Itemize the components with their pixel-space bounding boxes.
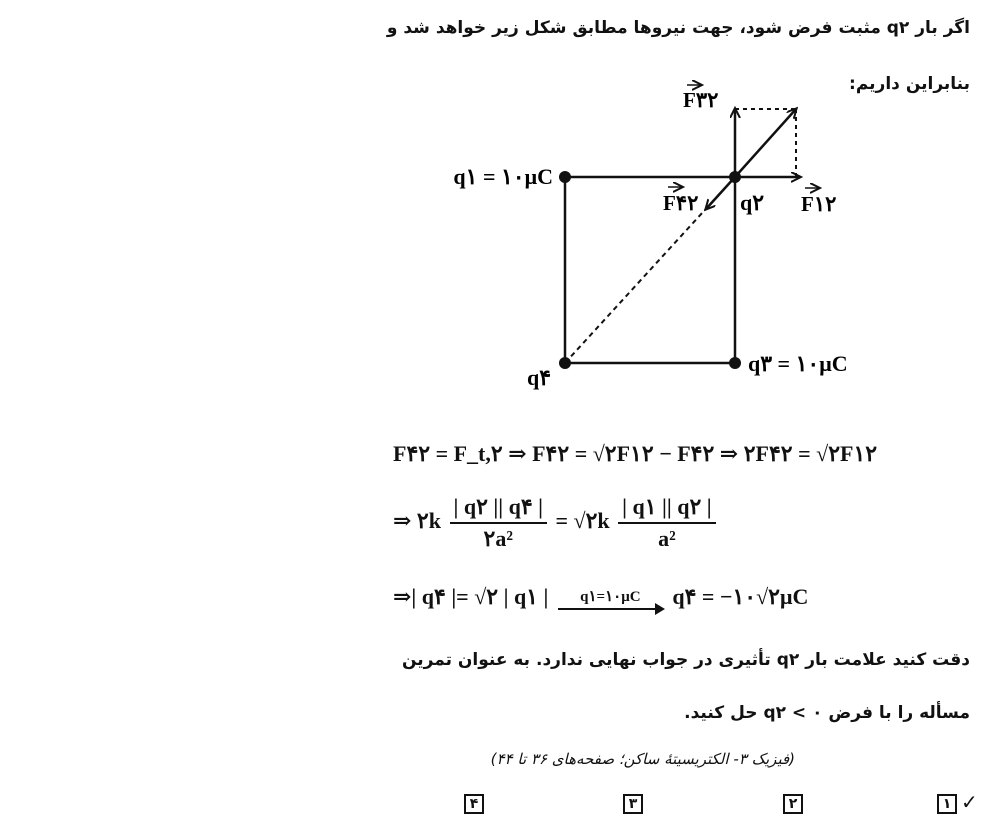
equation-2: ⇒ ۲k $\frac{| q۲ || q۴ |}{\text{۲a²}}$ = √۲k $\frac{| q۱ || q۲ |}{\text{a²}}$ — [393, 494, 719, 552]
option-4[interactable]: ۴ — [464, 794, 484, 814]
charge-q3 — [729, 357, 741, 369]
resultant-arrow — [735, 109, 796, 177]
q1-label: q۱ = ۱۰μC — [453, 164, 553, 189]
charge-q1 — [559, 171, 571, 183]
source-reference: (فیزیک ۳- الکتریسیتهٔ ساکن؛ صفحه‌های ۳۶ تا ۴۴) — [490, 750, 795, 768]
note-line-2: مسأله را با فرض ۰ > q۲ حل کنید. — [684, 703, 970, 723]
equation-1: F۴۲ = F_t,۲ ⇒ F۴۲ = √۲F۱۲ − F۴۲ ⇒ ۲F۴۲ = √۲F۱۲ — [393, 441, 878, 466]
equation-3: ⇒| q۴ |= √۲ | q۱ | q۱=۱۰μC q۴ = −۱۰√۲μC — [393, 584, 809, 609]
f12-label: F۱۲ — [801, 192, 837, 216]
f42-arrow — [706, 177, 735, 209]
check-icon: ✓ — [961, 790, 978, 814]
charge-q4 — [559, 357, 571, 369]
intro-line-2: بنابراین داریم: — [849, 74, 970, 94]
note-line-1: دقت کنید علامت بار q۲ تأثیری در جواب نهایی ندارد. به عنوان تمرین — [401, 650, 970, 670]
q2-label: q۲ — [740, 190, 765, 215]
q3-label: q۳ = ۱۰μC — [748, 351, 848, 376]
f42-label: F۴۲ — [663, 191, 699, 215]
intro-line-1: اگر بار q۲ مثبت فرض شود، جهت نیروها مطابق شکل زیر خواهد شد و — [386, 18, 970, 38]
option-1[interactable]: ۱ — [937, 794, 957, 814]
charge-q2 — [729, 171, 741, 183]
fraction-1: $\frac{| q۲ || q۴ |}{\text{۲a²}}$ — [450, 494, 547, 552]
option-2[interactable]: ۲ — [783, 794, 803, 814]
f32-label: F۳۲ — [683, 88, 719, 112]
option-3[interactable]: ۳ — [623, 794, 643, 814]
q4-label: q۴ — [527, 365, 552, 390]
substitution-arrow: q۱=۱۰μC — [558, 587, 663, 610]
fraction-2: $\frac{| q۱ || q۲ |}{\text{a²}}$ — [618, 494, 715, 552]
